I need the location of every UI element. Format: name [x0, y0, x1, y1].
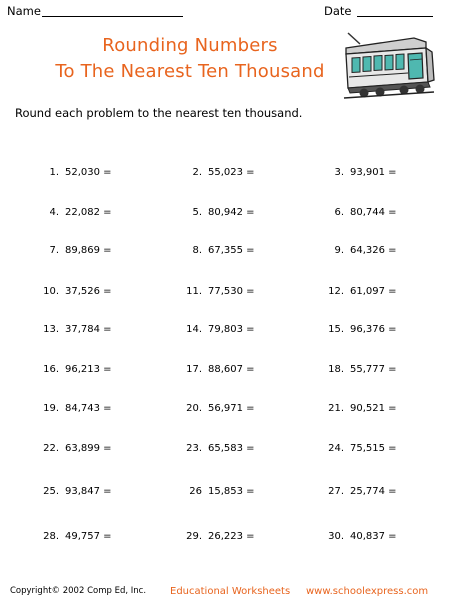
- problem-item: [180, 403, 255, 414]
- problem-expression: 55,023 =: [208, 167, 255, 178]
- problem-item: [37, 286, 112, 297]
- problem-item: [322, 286, 397, 297]
- problem-expression: 77,530 =: [208, 286, 255, 297]
- problem-expression: 37,526 =: [65, 286, 112, 297]
- title-line-2: To The Nearest Ten Thousand: [55, 61, 325, 82]
- problem-expression: 79,803 =: [208, 324, 255, 335]
- problem-number: 4.: [49, 207, 59, 218]
- problem-item: [37, 403, 112, 414]
- problem-number: 11.: [186, 286, 202, 297]
- problem-expression: 96,213 =: [65, 364, 112, 375]
- problem-number: 12.: [328, 286, 344, 297]
- problem-expression: 15,853 =: [208, 486, 255, 497]
- problem-item: [180, 167, 255, 178]
- problem-item: [37, 531, 112, 542]
- problem-item: [322, 167, 397, 178]
- trolley-car-icon: [340, 30, 436, 102]
- problem-number: 16.: [43, 364, 59, 375]
- date-label: Date: [324, 4, 352, 18]
- problem-number: 27.: [328, 486, 344, 497]
- problem-expression: 22,082 =: [65, 207, 112, 218]
- problem-expression: 90,521 =: [350, 403, 397, 414]
- problem-number: 13.: [43, 324, 59, 335]
- problem-item: [322, 531, 397, 542]
- problem-item: [322, 245, 397, 256]
- problem-number: 23.: [186, 443, 202, 454]
- problem-expression: 40,837 =: [350, 531, 397, 542]
- problem-expression: 64,326 =: [350, 245, 397, 256]
- problem-expression: 96,376 =: [350, 324, 397, 335]
- problem-expression: 93,901 =: [350, 167, 397, 178]
- problem-item: [322, 486, 397, 497]
- problem-item: [180, 286, 255, 297]
- copyright-text: Copyright© 2002 Comp Ed, Inc.: [10, 586, 147, 596]
- problem-expression: 63,899 =: [65, 443, 112, 454]
- problem-number: 22.: [43, 443, 59, 454]
- problem-expression: 80,744 =: [350, 207, 397, 218]
- problem-number: 29.: [186, 531, 202, 542]
- problem-item: [322, 364, 397, 375]
- problem-number: 7.: [49, 245, 59, 256]
- problem-item: [180, 207, 255, 218]
- problem-number: 9.: [334, 245, 344, 256]
- problem-number: 26: [189, 486, 202, 497]
- problem-number: 10.: [43, 286, 59, 297]
- problem-number: 14.: [186, 324, 202, 335]
- name-line[interactable]: [42, 16, 183, 17]
- problem-number: 6.: [334, 207, 344, 218]
- problem-number: 17.: [186, 364, 202, 375]
- problem-item: [180, 443, 255, 454]
- instructions: Round each problem to the nearest ten thousand.: [15, 106, 303, 120]
- problem-expression: 65,583 =: [208, 443, 255, 454]
- problem-item: [37, 443, 112, 454]
- problem-number: 8.: [192, 245, 202, 256]
- website-link[interactable]: www.schoolexpress.com: [306, 586, 429, 597]
- problem-number: 30.: [328, 531, 344, 542]
- problem-item: [37, 167, 112, 178]
- problem-expression: 37,784 =: [65, 324, 112, 335]
- problem-item: [180, 245, 255, 256]
- problem-expression: 61,097 =: [350, 286, 397, 297]
- problem-expression: 84,743 =: [65, 403, 112, 414]
- problem-expression: 80,942 =: [208, 207, 255, 218]
- problem-item: [37, 486, 112, 497]
- problem-number: 24.: [328, 443, 344, 454]
- problem-expression: 52,030 =: [65, 167, 112, 178]
- problem-item: [37, 207, 112, 218]
- problem-number: 2.: [192, 167, 202, 178]
- problem-number: 3.: [334, 167, 344, 178]
- problem-expression: 25,774 =: [350, 486, 397, 497]
- problem-item: [180, 486, 255, 497]
- problem-number: 19.: [43, 403, 59, 414]
- problem-number: 28.: [43, 531, 59, 542]
- problem-number: 1.: [49, 167, 59, 178]
- problem-item: [322, 207, 397, 218]
- problem-number: 18.: [328, 364, 344, 375]
- problem-expression: 26,223 =: [208, 531, 255, 542]
- educational-worksheets-text: Educational Worksheets: [170, 586, 291, 597]
- problem-expression: 88,607 =: [208, 364, 255, 375]
- problem-item: [37, 324, 112, 335]
- problem-item: [322, 443, 397, 454]
- problem-expression: 55,777 =: [350, 364, 397, 375]
- problem-expression: 89,869 =: [65, 245, 112, 256]
- title-line-1: Rounding Numbers: [102, 35, 278, 56]
- problem-item: [37, 364, 112, 375]
- date-line[interactable]: [357, 16, 433, 17]
- problem-item: [180, 364, 255, 375]
- problem-number: 21.: [328, 403, 344, 414]
- problem-expression: 93,847 =: [65, 486, 112, 497]
- problem-number: 25.: [43, 486, 59, 497]
- problem-item: [180, 531, 255, 542]
- problem-number: 15.: [328, 324, 344, 335]
- name-label: Name: [7, 4, 41, 18]
- problem-expression: 56,971 =: [208, 403, 255, 414]
- problem-expression: 49,757 =: [65, 531, 112, 542]
- problem-expression: 67,355 =: [208, 245, 255, 256]
- problem-item: [322, 403, 397, 414]
- problem-item: [180, 324, 255, 335]
- problem-item: [322, 324, 397, 335]
- problem-expression: 75,515 =: [350, 443, 397, 454]
- problem-number: 20.: [186, 403, 202, 414]
- problem-item: [37, 245, 112, 256]
- problem-number: 5.: [192, 207, 202, 218]
